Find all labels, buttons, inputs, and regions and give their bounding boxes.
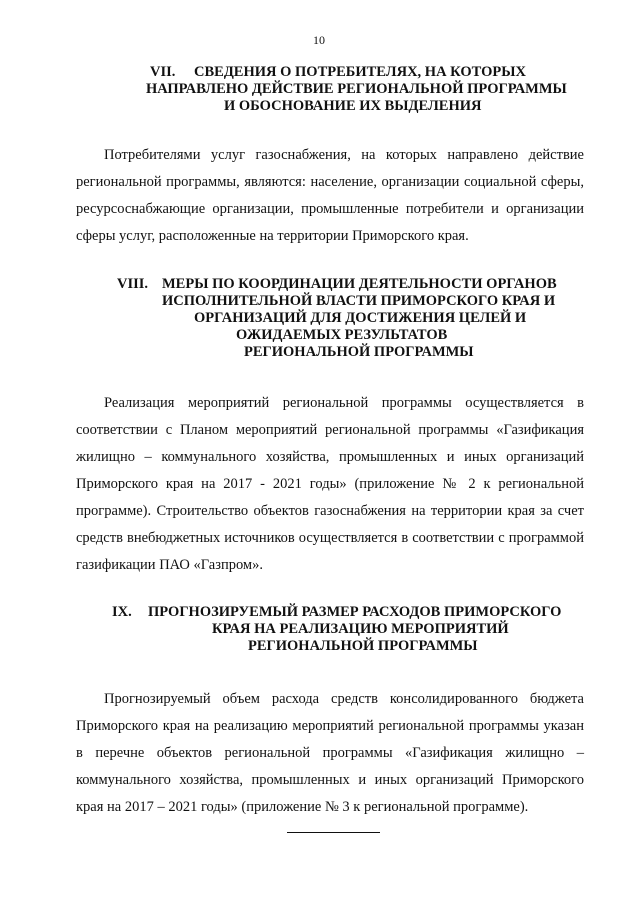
section-title-line: ИСПОЛНИТЕЛЬНОЙ ВЛАСТИ ПРИМОРСКОГО КРАЯ И <box>162 293 556 309</box>
section-title-line: ОЖИДАЕМЫХ РЕЗУЛЬТАТОВ <box>236 327 448 343</box>
end-divider <box>287 832 380 833</box>
section-title-line: РЕГИОНАЛЬНОЙ ПРОГРАММЫ <box>244 344 474 360</box>
section-body-vii: Потребителями услуг газоснабжения, на которых направлено действие региональной программы, являются: население, организации социальной сферы, ресурсоснабжающие организации, промышленные потребители и организации сферы услуг, расположенные на территории Приморского края. <box>76 147 584 244</box>
section-body-viii: Реализация мероприятий региональной программы осуществляется в соответствии с Планом мероприятий региональной программы «Газификация жилищно – коммунального хозяйства, промышленных и иных организаций Приморского края на 2017 - 2021 годы» (приложение № 2 к региональной программе). Строительство объектов газоснабжения на территории края за счет средств внебюджетных источников осуществляется в соответствии с программой газификации ПАО «Газпром». <box>76 395 584 573</box>
section-body-ix: Прогнозируемый объем расхода средств консолидированного бюджета Приморского края на реализацию мероприятий региональной программы указан в перечне объектов региональной программы «Газификация жилищно – коммунального хозяйства, промышленных и иных организаций Приморского края на 2017 – 2021 годы» (приложение № 3 к региональной программе). <box>76 691 584 815</box>
section-title-line: РЕГИОНАЛЬНОЙ ПРОГРАММЫ <box>248 638 478 654</box>
section-number: VII. <box>150 64 176 80</box>
section-heading-vii <box>0 64 638 115</box>
section-title-line: ОРГАНИЗАЦИЙ ДЛЯ ДОСТИЖЕНИЯ ЦЕЛЕЙ И <box>194 310 527 326</box>
section-title-line: ПРОГНОЗИРУЕМЫЙ РАЗМЕР РАСХОДОВ ПРИМОРСКОГО <box>148 604 562 620</box>
section-title-line: МЕРЫ ПО КООРДИНАЦИИ ДЕЯТЕЛЬНОСТИ ОРГАНОВ <box>162 276 557 292</box>
section-title-line: КРАЯ НА РЕАЛИЗАЦИЮ МЕРОПРИЯТИЙ <box>212 621 509 637</box>
page-number: 10 <box>313 33 325 47</box>
section-number: IX. <box>112 604 132 620</box>
section-title-line: НАПРАВЛЕНО ДЕЙСТВИЕ РЕГИОНАЛЬНОЙ ПРОГРАММЫ <box>146 81 567 97</box>
section-title-line: СВЕДЕНИЯ О ПОТРЕБИТЕЛЯХ, НА КОТОРЫХ <box>194 64 526 80</box>
section-heading-ix <box>0 604 638 655</box>
section-title-line: И ОБОСНОВАНИЕ ИХ ВЫДЕЛЕНИЯ <box>224 98 482 114</box>
section-number: VIII. <box>117 276 149 292</box>
section-heading-viii <box>0 276 638 361</box>
